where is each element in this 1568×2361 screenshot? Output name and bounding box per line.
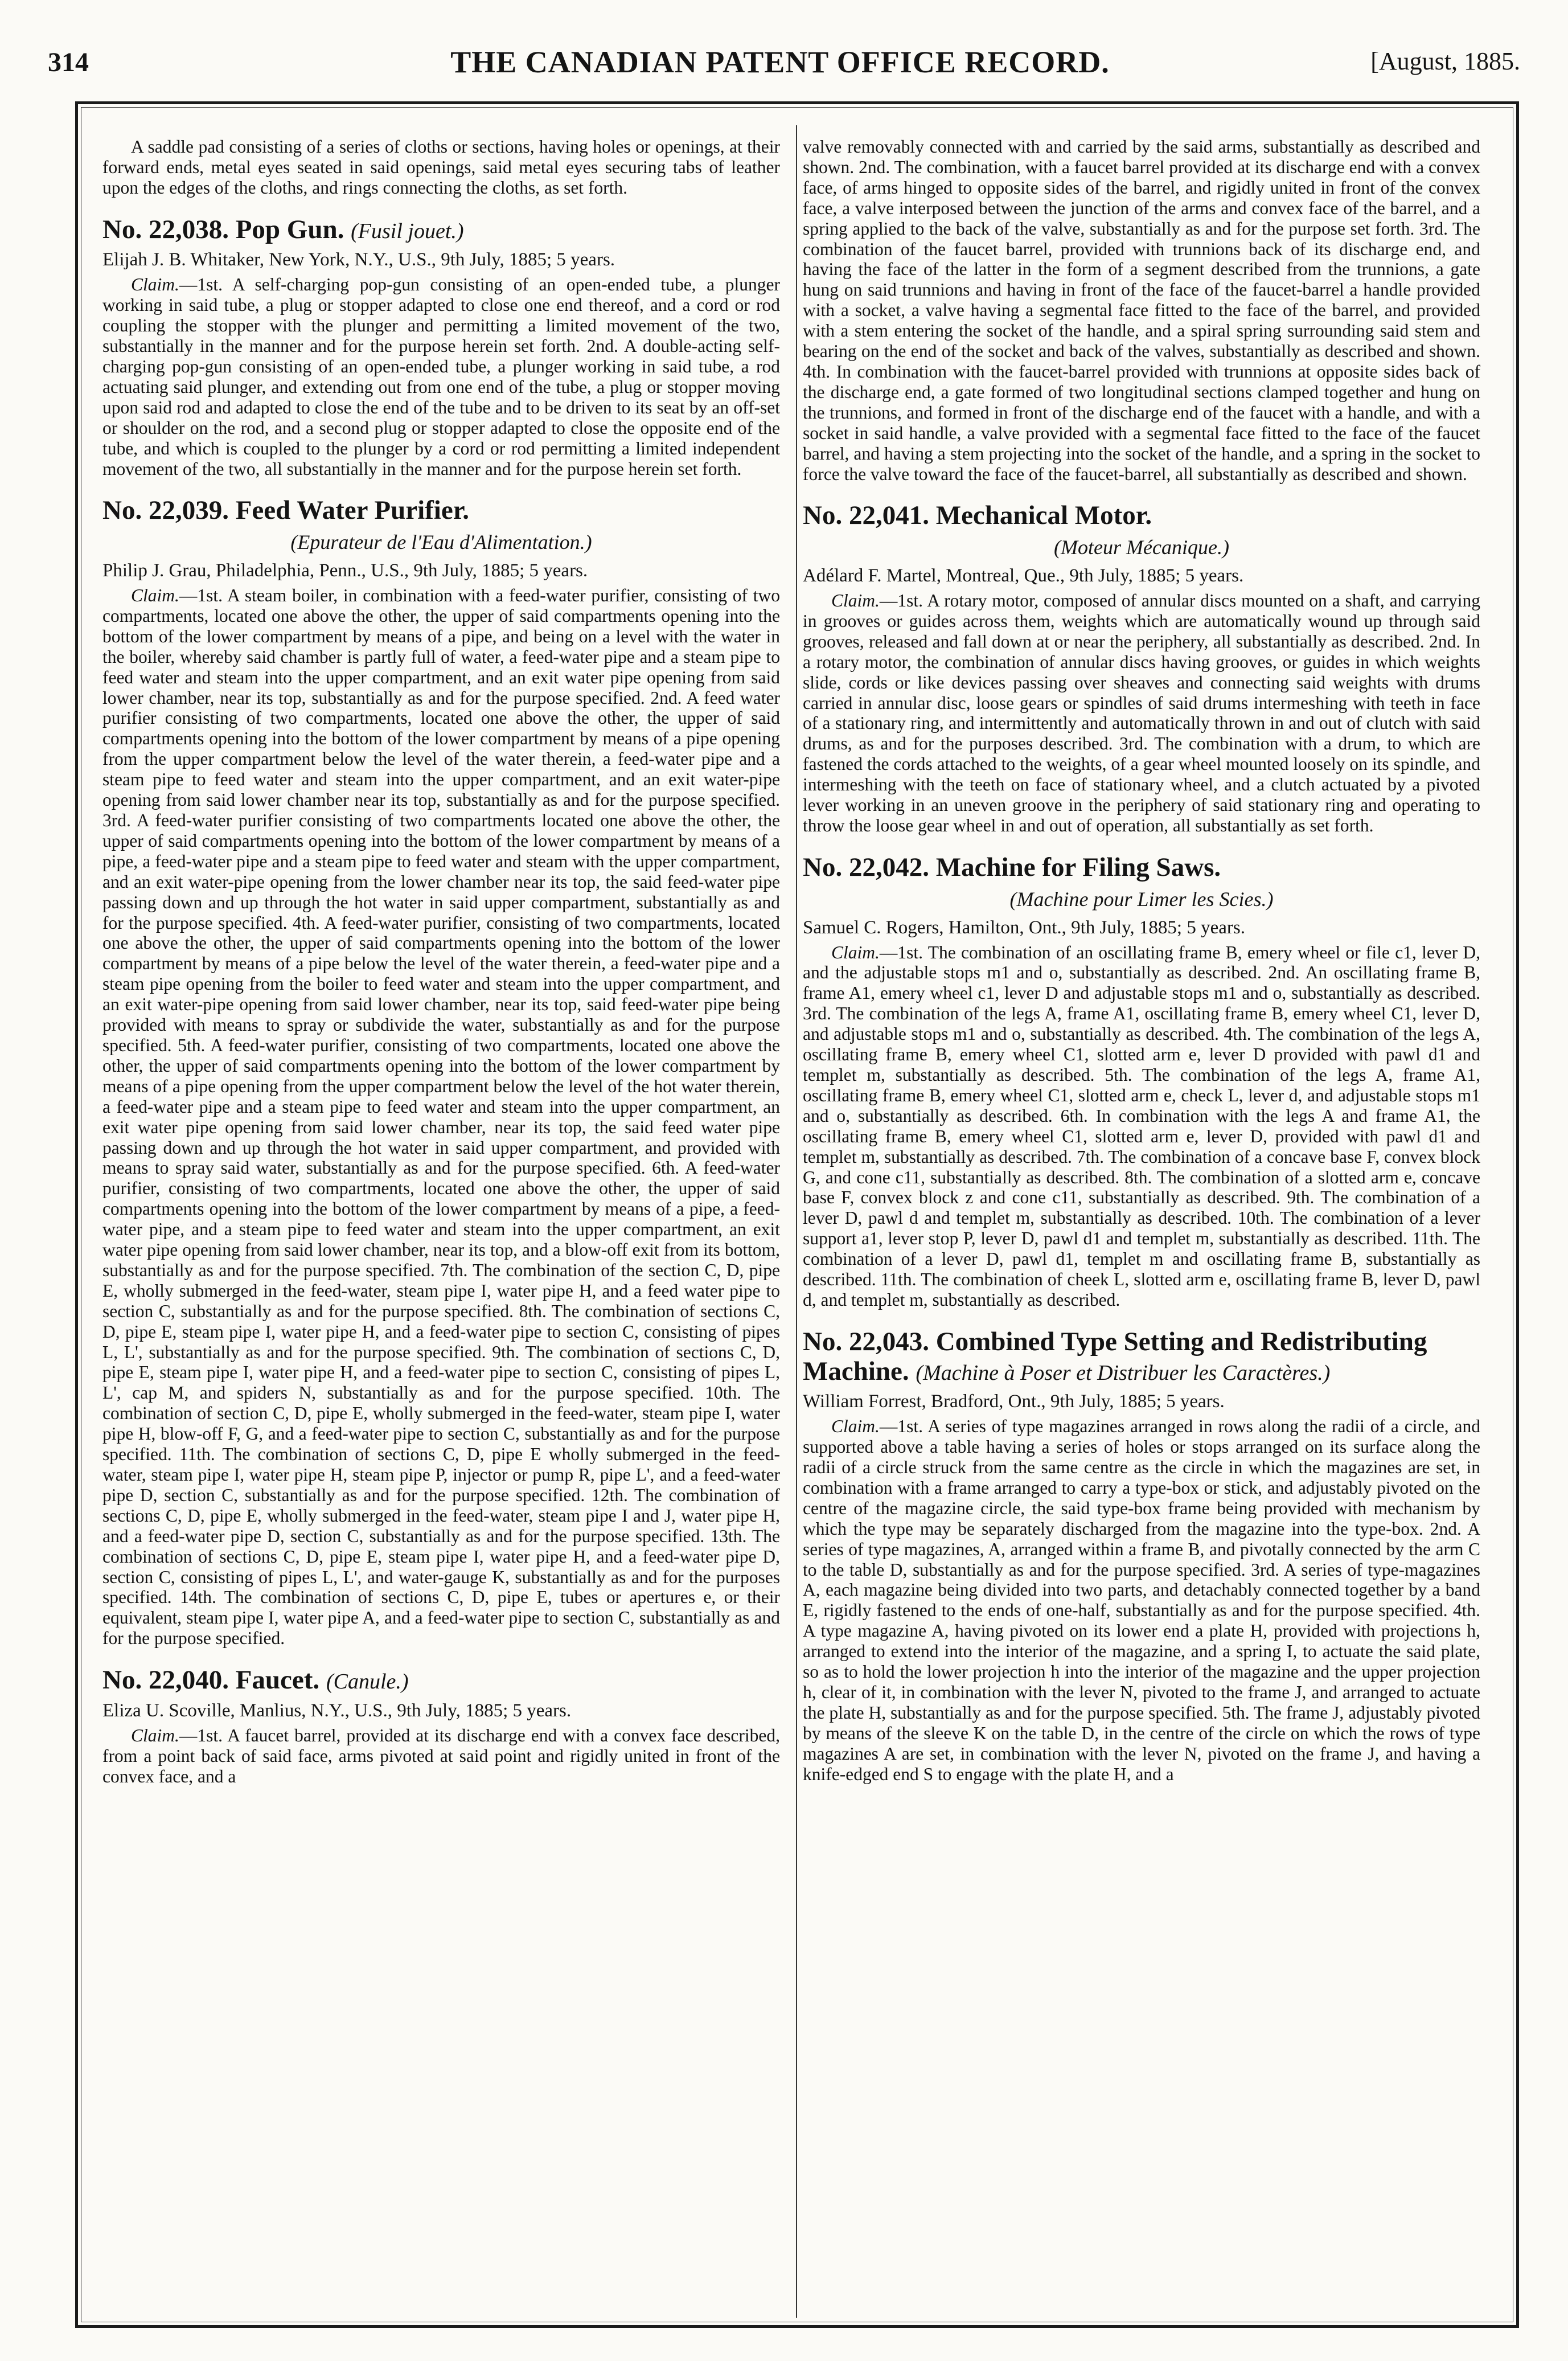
page-header [40,30,1520,87]
patent-name: Pop Gun. [235,214,344,244]
left-column [102,137,780,2312]
claim-text [803,942,1480,1310]
claim-label: Claim. [131,585,179,606]
continuation-text: valve removably connected with and carried by the said arms, substantially as described and shown. 2nd. The combination, with a faucet barrel provided at its discharge end with a convex face, of arms hinged to opposite sides of the barrel, and rigidly united in front of the convex face, a valve interposed between the junction of the arms and convex face of the barrel, and a spring applied to the back of the valve, substantially as and for the purpose set forth. 3rd. The combination of the faucet barrel, provided with trunnions back of its discharge end, and having the face of the latter in the form of a segment described from the trunnions, a gate hung on said trunnions and having in front of the face of the faucet-barrel a handle provided with a socket, a valve having a segmental face fitted to the face of the barrel, and provided with a stem entering the socket of the handle, and a spiral spring surrounding said stem and bearing on the end of the socket and back of the valves, substantially as described and shown. 4th. In combination with the faucet-barrel provided with trunnions at opposite sides back of the discharge end, a gate formed of two longitudinal sections clamped together and hung on the trunnions, and formed in front of the discharge end of the faucet with a handle, and with a socket in said handle, a valve provided with a segmental face fitted to the face of the faucet barrel, and having a stem projecting into the socket of the handle, and a spring in the socket to force the valve toward the face of the faucet-barrel, all substantially as described and shown. [803,137,1480,484]
claim-label: Claim. [831,1416,880,1437]
inventor-line: Philip J. Grau, Philadelphia, Penn., U.S., 9th July, 1885; 5 years. [102,560,588,581]
continuation-text: A saddle pad consisting of a series of cloths or sections, having holes or openings, at their forward ends, metal eyes seated in said openings, said metal eyes securing tabs of leather upon the edges of the cloths, and rings connecting the cloths, as set forth. [102,137,780,198]
claim-text [803,1416,1480,1784]
claim-text [102,1725,780,1787]
patent-name: Mechanical Motor. [935,501,1152,531]
claim-text [803,591,1480,836]
patent-french-name: (Fusil jouet.) [351,219,464,243]
patent-title [102,496,780,526]
inventor-line: Elijah J. B. Whitaker, New York, N.Y., U.S., 9th July, 1885; 5 years. [102,249,615,270]
claim-text [102,585,780,1649]
inventor-line: Samuel C. Rogers, Hamilton, Ont., 9th July, 1885; 5 years. [803,917,1245,938]
patent-name: Combined Type Setting and Redistributing Machine. [803,1326,1427,1386]
claim-label: Claim. [831,591,880,611]
right-column [803,137,1480,2312]
claim-body: —1st. The combination of an oscillating frame B, emery wheel or file c1, lever D, and the adjustable stops m1 and o, substantially as described. 2nd. An oscillating frame B, frame A1, emery wheel c1, lever D and adjustable stops m1 and o, substantially as described. 3rd. The combination of the legs A, frame A1, oscillating frame B, emery wheel C1, lever D, and adjustable stops m1 and o, substantially as described. 4th. The combination of the legs A, oscillating frame B, emery wheel C1, slotted arm e, lever D provided with pawl d1 and templet m, substantially as described. 5th. The combination of the legs A, frame A1, oscillating frame B, emery wheel C1, slotted arm e, check L, lever d, and adjustable stops m1 and o, substantially as described. 6th. In combination with the legs A and frame A1, the oscillating frame B, emery wheel C1, slotted arm e, lever D, provided with pawl d1 and templet m, substantially as described. 7th. The combination of a concave base F, convex block G, and cone c11, substantially as described. 8th. The combination of a slotted arm e, concave base F, convex block z and cone c11, substantially as described. 9th. The combination of a lever D, pawl d and templet m, substantially as described. 10th. The combination of a lever support a1, lever stop P, lever D, pawl d1 and templet m, substantially as described. 11th. The combination of a lever D, pawl d1, templet m and oscillating frame B, substantially as described. 11th. The combination of cheek L, slotted arm e, oscillating frame B, lever D, pawl d, and templet m, substantially as described. [803,942,1480,1310]
patent-title [102,1666,780,1695]
patent-entry-22038 [102,215,780,479]
claim-text [102,274,780,479]
claim-label: Claim. [131,274,179,295]
patent-title [803,501,1480,531]
column-divider [796,125,797,2318]
patent-entry-22043 [803,1327,1480,1785]
patent-entry-22039 [102,496,780,1649]
patent-entry-22042 [803,853,1480,1310]
patent-number: No. 22,042. [803,852,929,882]
patent-number: No. 22,040. [102,1665,229,1695]
patent-title [102,215,780,245]
claim-body: —1st. A steam boiler, in combination with a feed-water purifier, consisting of two compartments, located one above the other, the upper of said compartments opening into the bottom of the lower compartment by means of a pipe, and being on a level with the water in the boiler, whereby said chamber is partly full of water, a feed-water pipe and a steam pipe to feed water and steam into the upper compartment, and an exit water pipe opening from said lower chamber, near its top, substantially as and for the purpose specified. 2nd. A feed water purifier consisting of two compartments, located one above the other, the upper of said compartments opening into the bottom of the lower compartment by means of a pipe opening from the upper compartment below the level of the water therein, a feed-water pipe and a steam pipe to feed water and steam into the upper compartment, and an exit water-pipe opening from said lower chamber near its top, substantially as and for the purpose specified. 3rd. A feed-water purifier consisting of two compartments located one above the other, the upper of said compartments opening into the bottom of the lower compartment by means of a pipe, a feed-water pipe and a steam pipe to feed water and steam with the upper compartment, and an exit water-pipe opening from the lower chamber near its top, the said feed-water pipe passing down and up through the hot water in said upper compartment, substantially as and for the purpose specified. 4th. A feed-water purifier, consisting of two compartments, located one above the other, the upper of said compartments opening into the bottom of the lower compartment by means of a pipe below the level of the water therein, a feed-water pipe and a steam pipe opening from the boiler to feed water and steam into the upper compartment, and an exit water-pipe opening from said lower chamber, near its top, said feed-water pipe being provided with means to spray or subdivide the water, substantially as and for the purpose specified. 5th. A feed-water purifier, consisting of two compartments, located one above the other, the upper of said compartments opening into the bottom of the lower compartment by means of a pipe opening from the upper compartment below the level of the hot water therein, a feed-water pipe and a steam pipe to feed water and steam into the upper compartment, an exit water pipe opening from said lower chamber, near its top, the said feed water pipe passing down and up through the hot water in said upper compartment, and provided with means to spray said water, substantially as and for the purpose specified. 6th. A feed-water purifier, consisting of two compartments, located one above the other, the upper of said compartments opening into the bottom of the lower compartment by means of a pipe, a feed-water pipe, and a steam pipe to feed water and steam into the upper compartment, an exit water pipe opening from said lower chamber, near its top, and a blow-off exit from its bottom, substantially as and for the purpose specified. 7th. The combination of the section C, D, pipe E, wholly submerged in the feed-water, steam pipe I, water pipe H, and a feed water pipe to section C, substantially as and for the purpose specified. 8th. The combination of sections C, D, pipe E, steam pipe I, water pipe H, and a feed-water pipe to section C, consisting of pipes L, L', substantially as and for the purpose specified. 9th. The combination of sections C, D, pipe E, steam pipe I, water pipe H, and a feed-water pipe to section C, consisting of pipes L, L', cap M, and spiders N, substantially as and for the purpose specified. 10th. The combination of section C, D, pipe E, wholly submerged in the feed-water, steam pipe I, water pipe H, blow-off F, G, and a feed-water pipe to section C, substantially as and for the purpose specified. 11th. The combination of sections C, D, pipe E wholly submerged in the feed-water, steam pipe I, water pipe H, steam pipe P, injector or pump R, pipe L', and a feed-water pipe D, section C, substantially as and for the purpose specified. 12th. The combination of sections C, D, pipe E, wholly submerged in the feed-water, steam pipe I and J, water pipe H, and a feed-water pipe D, section C, substantially as and for the purpose specified. 13th. The combination of sections C, D, pipe E, steam pipe I, water pipe H, and a feed-water pipe D, section C, consisting of pipes L, L', and water-gauge K, substantially as and for the purposes specified. 14th. The combination of sections C, D, pipe E, tubes or apertures e, or their equivalent, steam pipe I, water pipe A, and a feed-water pipe to section C, substantially as and for the purpose specified. [102,585,780,1649]
inventor-line: Eliza U. Scoville, Manlius, N.Y., U.S., 9th July, 1885; 5 years. [102,1700,572,1721]
patent-entry-22040 [102,1666,780,1786]
claim-body: —1st. A series of type magazines arranged in rows along the radii of a circle, and supported above a table having a series of holes or stops arranged on its surface along the radii of a circle struck from the same centre as the circle in which the magazines are set, in combination with a frame arranged to carry a type-box or stick, and adjustably pivoted on the centre of the magazine circle, the said type-box frame being provided with mechanism by which the type may be separately discharged from the magazine into the type-box. 2nd. A series of type magazines, A, arranged within a frame B, and pivotally connected by the arm C to the table D, substantially as and for the purpose specified. 3rd. A series of type-magazines A, each magazine being divided into two parts, and detachably connected together by a band E, rigidly fastened to the ends of one-half, substantially as and for the purpose specified. 4th. A type magazine A, having pivoted on its lower end a plate H, provided with projections h, arranged to extend into the interior of the magazine, and a spring I, to actuate the said plate, so as to hold the lower projection h into the interior of the magazine and the upper projection h, clear of it, in combination with the lever N, pivoted to the frame J, and arranged to actuate the plate H, substantially as and for the purpose specified. 5th. The frame J, adjustably pivoted by means of the sleeve K on the table D, in the centre of the circle on which the rows of type magazines A are set, in combination with the lever N, pivoted on the frame J, and having a knife-edged end S to engage with the plate H, and a [803,1416,1480,1784]
claim-body: —1st. A faucet barrel, provided at its discharge end with a convex face described, from a point back of said face, arms pivoted at said point and rigidly united in front of the convex face, and a [102,1725,780,1786]
patent-french-name: (Moteur Mécanique.) [1054,536,1229,559]
claim-label: Claim. [131,1725,179,1745]
journal-title: THE CANADIAN PATENT OFFICE RECORD. [450,45,1110,79]
claim-label: Claim. [831,942,880,962]
patent-french-name: (Canule.) [326,1670,409,1694]
inventor-line: Adélard F. Martel, Montreal, Que., 9th July, 1885; 5 years. [803,565,1244,587]
patent-name: Feed Water Purifier. [235,495,469,526]
patent-number: No. 22,043. [803,1326,929,1356]
patent-title [803,853,1480,883]
patent-number: No. 22,038. [102,214,229,244]
patent-french-name: (Machine à Poser et Distribuer les Caractères.) [916,1360,1331,1385]
inventor-line: William Forrest, Bradford, Ont., 9th July, 1885; 5 years. [803,1391,1225,1412]
patent-name: Machine for Filing Saws. [935,852,1221,882]
patent-french-name: (Machine pour Limer les Scies.) [1009,887,1274,911]
patent-name: Faucet. [235,1665,320,1695]
patent-entry-22041 [803,501,1480,836]
patent-french-name: (Epurateur de l'Eau d'Alimentation.) [290,531,592,554]
page-number: 314 [48,47,89,77]
patent-number: No. 22,041. [803,501,929,531]
patent-title [803,1327,1480,1386]
claim-body: —1st. A self-charging pop-gun consisting of an open-ended tube, a plunger working in said tube, a plug or stopper adapted to close one end thereof, and a cord or rod coupling the stopper with the plunger and permitting a limited movement of the two, substantially in the manner and for the purpose herein set forth. 2nd. A double-acting self-charging pop-gun consisting of an open-ended tube, a plunger working in said tube, a rod actuating said plunger, and extending out from one end of the tube, a plug or stopper moving upon said rod and adapted to close the end of the tube and to be driven to its seat by an off-set or shoulder on the rod, and a second plug or stopper adapted to close the opposite end of the tube, and which is coupled to the plunger by a cord or rod permitting a limited independent movement of the two, all substantially in the manner and for the purpose herein set forth. [102,274,780,479]
claim-body: —1st. A rotary motor, composed of annular discs mounted on a shaft, and carrying in grooves or guides across them, weights which are automatically wound up through said grooves, released and fall down at or near the periphery, all substantially as described. 2nd. In a rotary motor, the combination of annular discs having grooves, or guides in which weights slide, cords or like devices passing over sheaves and connecting said weights with drums carried in annular disc, loose gears or spindles of said drums intermeshing with teeth in face of a stationary ring, and intermittently and automatically thrown in and out of clutch with said drums, as and for the purposes described. 3rd. The combination with a drum, to which are fastened the cords attached to the weights, of a gear wheel mounted loosely on its spindle, and intermeshing with the teeth on face of stationary wheel, and a clutch actuated by a pivoted lever working in an uneven groove in the periphery of said stationary ring and operating to throw the loose gear wheel in and out of operation, all substantially as set forth. [803,591,1480,835]
issue-date: [August, 1885. [1370,47,1520,75]
patent-number: No. 22,039. [102,495,229,526]
